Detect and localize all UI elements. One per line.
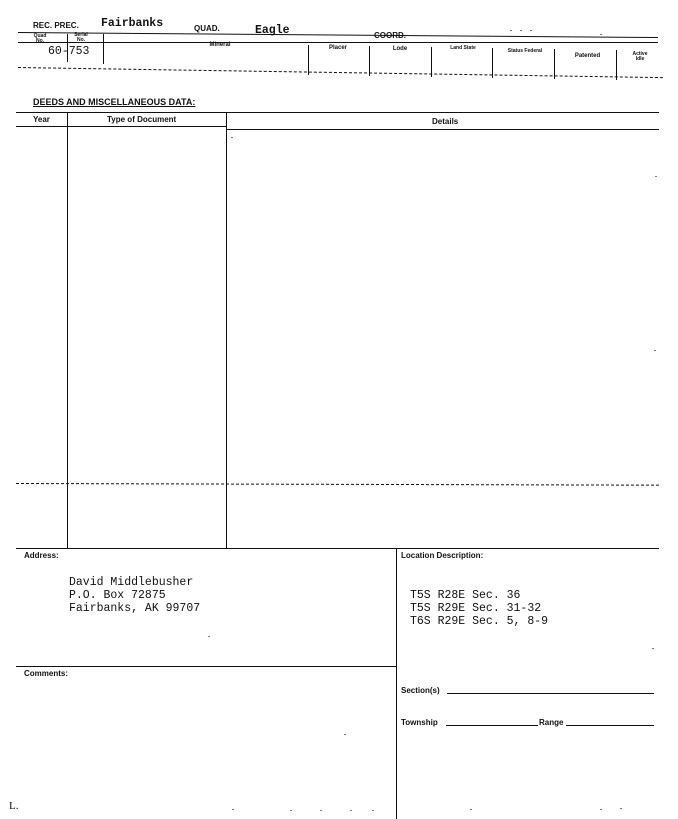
scan-speck: [344, 734, 346, 735]
rec-prec-value: Fairbanks: [101, 17, 164, 30]
deeds-rule-header-left: [16, 126, 226, 127]
bottom-rule-top: [16, 548, 659, 549]
deeds-rule-header-right: [226, 129, 659, 130]
bottom-col-div: [396, 548, 397, 819]
header-rule-labels: [18, 42, 658, 43]
location-line2: T5S R29E Sec. 31-32: [410, 602, 542, 615]
scan-speck: [208, 636, 210, 637]
scan-speck: [350, 810, 352, 811]
col-div-3: [308, 45, 309, 75]
deeds-rule-top: [16, 112, 659, 113]
placer-label: Placer: [328, 45, 347, 51]
header-dashed-rule: [18, 67, 663, 78]
address-line3: Fairbanks, AK 99707: [69, 602, 201, 615]
deeds-dashed-rule: [16, 483, 659, 486]
comments-label: Comments:: [24, 669, 69, 678]
type-label: Type of Document: [107, 115, 177, 124]
land-state-label: Land State: [450, 45, 476, 51]
scan-speck: [654, 350, 656, 351]
active-idle-label: Active Idle: [632, 51, 648, 62]
footer-mark: L.: [9, 800, 19, 812]
scan-speck: [232, 809, 234, 810]
scan-speck: [600, 809, 602, 810]
mineral-label: Mineral: [209, 42, 231, 48]
location-line3: T6S R29E Sec. 5, 8-9: [410, 615, 549, 628]
lode-label: Lode: [392, 46, 408, 52]
scan-speck: [231, 137, 233, 138]
township-label: Township: [401, 718, 438, 727]
scan-speck: [600, 34, 602, 35]
scan-speck: [530, 30, 532, 31]
comments-rule: [16, 666, 396, 667]
location-label: Location Description:: [401, 551, 484, 560]
range-line: [566, 725, 654, 726]
col-div-2: [103, 34, 104, 64]
scan-speck: [290, 810, 292, 811]
rec-prec-label: REC. PREC.: [33, 21, 79, 30]
scan-speck: [372, 810, 374, 811]
location-line1: T5S R28E Sec. 36: [410, 589, 521, 602]
range-label: Range: [539, 718, 564, 727]
coord-label: COORD.: [374, 31, 406, 40]
deeds-title: DEEDS AND MISCELLANEOUS DATA:: [33, 97, 196, 107]
sections-label: Section(s): [401, 686, 440, 695]
scan-speck: [320, 810, 322, 811]
scan-speck: [470, 809, 472, 810]
year-label: Year: [33, 115, 50, 124]
quad-value: Eagle: [255, 24, 290, 37]
serial-value: 60-753: [48, 45, 90, 58]
quad-label: QUAD.: [194, 24, 220, 33]
quad-no-label: Quad No.: [33, 33, 47, 44]
scan-speck: [620, 808, 622, 809]
sections-line: [447, 693, 654, 694]
address-line2: P.O. Box 72875: [69, 589, 166, 602]
header-rule-top: [18, 32, 658, 38]
details-label: Details: [432, 117, 459, 126]
serial-no-label: Serial No.: [74, 32, 88, 43]
col-div-1: [67, 34, 68, 62]
col-div-4: [369, 46, 370, 76]
status-federal-label: Status Federal: [507, 48, 543, 54]
address-label: Address:: [24, 551, 59, 560]
township-line: [446, 725, 538, 726]
patented-label: Patented: [574, 53, 601, 59]
scan-speck: [520, 30, 522, 31]
address-line1: David Middlebusher: [69, 576, 194, 589]
scan-speck: [510, 30, 512, 31]
scan-speck: [655, 176, 657, 177]
scan-speck: [652, 648, 654, 649]
